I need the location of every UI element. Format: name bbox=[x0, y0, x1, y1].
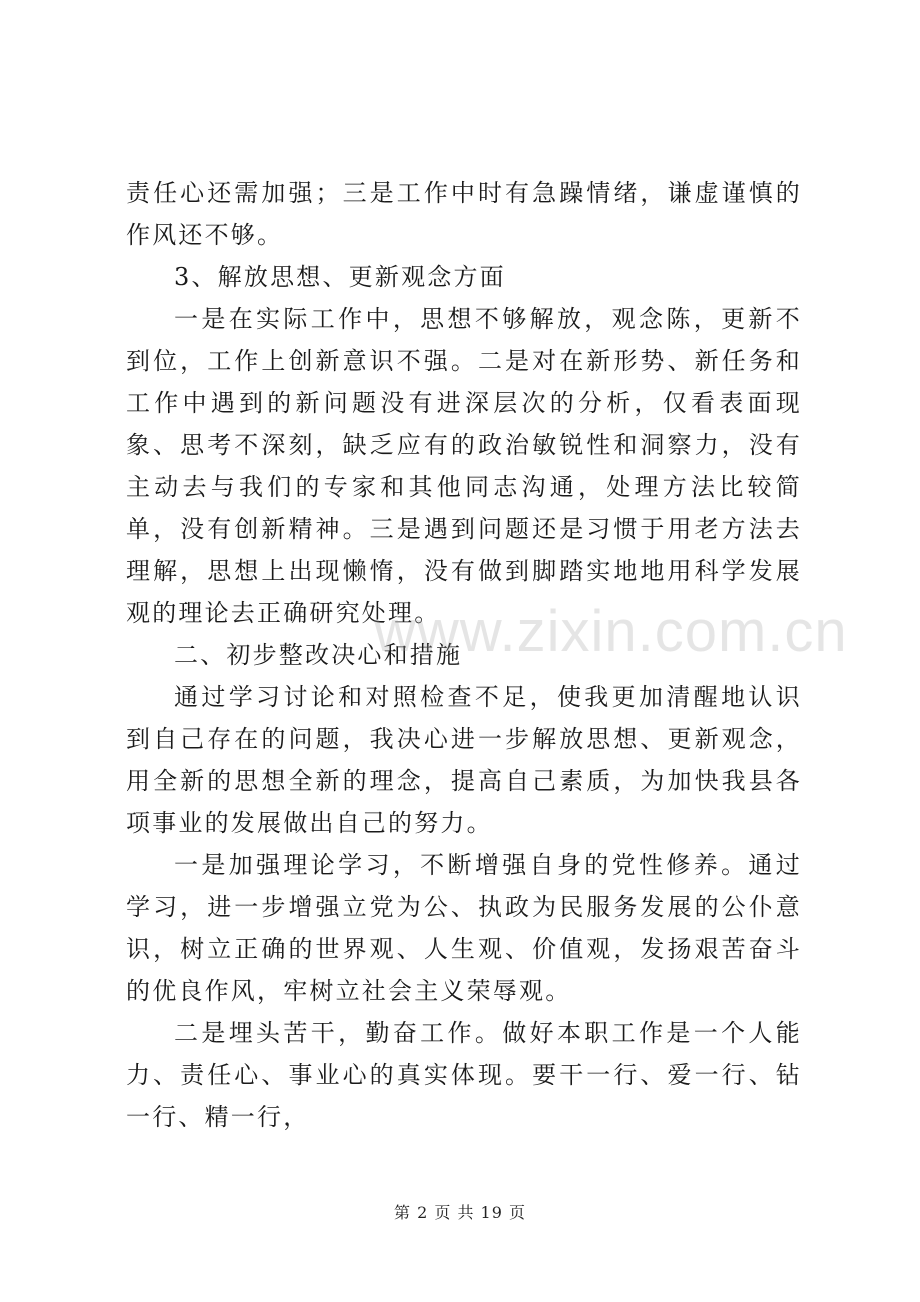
section-heading-emancipate-thinking: 3、解放思想、更新观念方面 bbox=[174, 263, 506, 291]
paragraph-rectification-intro: 通过学习讨论和对照检查不足，使我更加清醒地认识到自己存在的问题，我决心进一步解放思想、更新观念，用全新的思想全新的理念，提高自己素质，为加快我县各项事业的发展做出自己的努力。 bbox=[126, 683, 802, 837]
watermark: www.zixin.com.cn bbox=[374, 599, 848, 664]
page-number-footer: 第 2 页 共 19 页 bbox=[394, 1203, 526, 1222]
paragraph-hard-work: 二是埋头苦干，勤奋工作。做好本职工作是一个人能力、责任心、事业心的真实体现。要干一行、爱一行、钻一行、精一行， bbox=[126, 1019, 802, 1131]
paragraph-theory-study: 一是加强理论学习，不断增强自身的党性修养。通过学习，进一步增强立党为公、执政为民服务发展的公仆意识，树立正确的世界观、人生观、价值观，发扬艰苦奋斗的优良作风，牢树立社会主义荣辱观。 bbox=[126, 851, 802, 1005]
paragraph-continuation: 责任心还需加强；三是工作中时有急躁情绪，谦虚谨慎的作风还不够。 bbox=[126, 179, 802, 249]
document-body bbox=[126, 172, 802, 1138]
section-heading-rectification: 二、初步整改决心和措施 bbox=[174, 641, 463, 669]
paragraph-thinking-problems: 一是在实际工作中，思想不够解放，观念陈，更新不到位，工作上创新意识不强。二是对在新形势、新任务和工作中遇到的新问题没有进深层次的分析，仅看表面现象、思考不深刻，缺乏应有的政治敏锐性和洞察力，没有主动去与我们的专家和其他同志沟通，处理方法比较简单，没有创新精神。三是遇到问题还是习惯于用老方法去理解，思想上出现懒惰，没有做到脚踏实地地用科学发展观的理论去正确研究处理。 bbox=[126, 305, 802, 627]
